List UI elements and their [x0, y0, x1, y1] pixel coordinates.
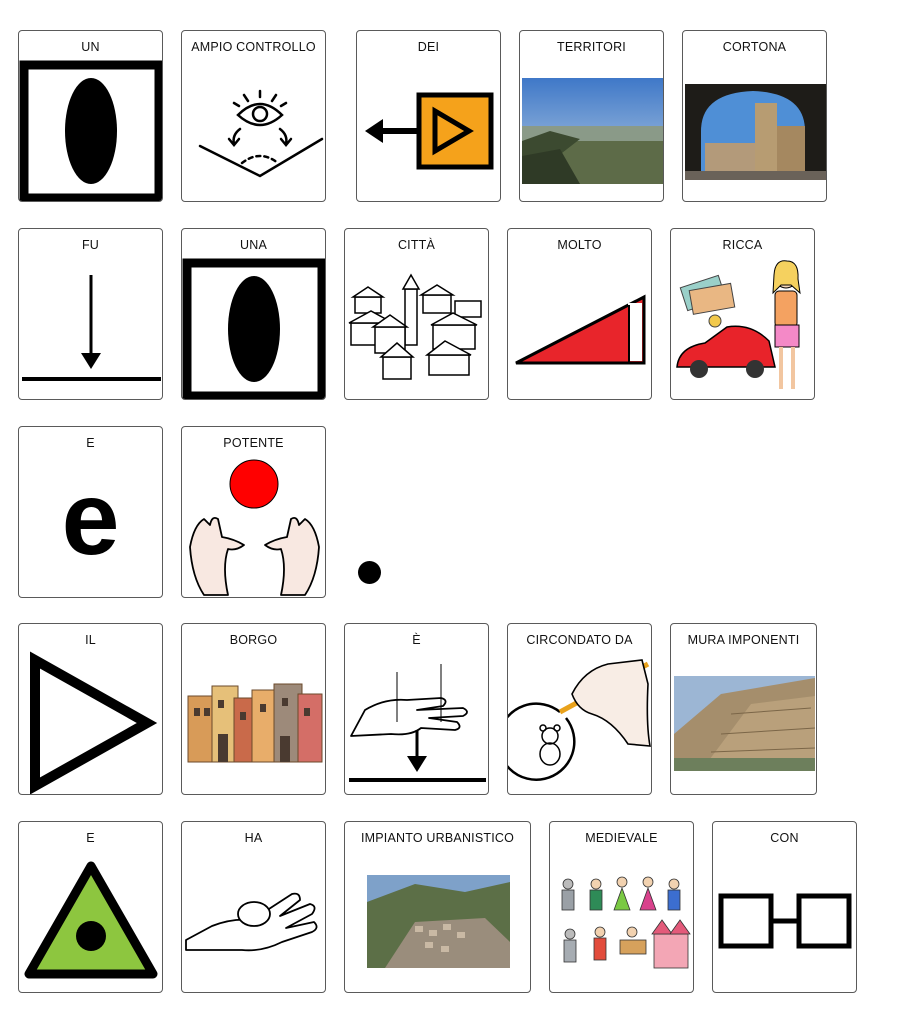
quantity-wedge-icon — [508, 229, 652, 400]
symbol-card-ricca[interactable] — [670, 228, 815, 400]
card-label: IMPIANTO URBANISTICO — [360, 831, 515, 845]
landscape-photo — [520, 31, 664, 202]
card-label: IL — [85, 633, 96, 647]
cortona-photo — [683, 31, 827, 202]
symbol-card-ampio-controllo[interactable] — [181, 30, 326, 202]
past-arrow-icon — [19, 229, 163, 400]
symbol-card-citta[interactable] — [344, 228, 489, 400]
stone-wall-photo — [671, 624, 817, 795]
linked-squares-icon — [713, 822, 857, 993]
symbol-card-dei[interactable] — [356, 30, 501, 202]
triangle-outline-icon — [19, 624, 163, 795]
aerial-town-photo — [345, 822, 531, 993]
symbol-card-ha[interactable] — [181, 821, 326, 993]
preposition-arrow-icon — [357, 31, 501, 202]
hand-pencil-circle-icon — [508, 624, 652, 795]
card-label: MEDIEVALE — [585, 831, 658, 845]
card-label: MURA IMPONENTI — [687, 633, 800, 647]
card-label: E — [86, 436, 95, 450]
symbol-card-circondato-da[interactable] — [507, 623, 652, 795]
rich-woman-car-icon — [671, 229, 815, 400]
card-label: UNA — [240, 238, 267, 252]
symbol-card-molto[interactable] — [507, 228, 652, 400]
symbol-card-e-accent[interactable] — [344, 623, 489, 795]
symbol-card-il[interactable] — [18, 623, 163, 795]
card-label: BORGO — [229, 633, 278, 647]
symbol-card-una[interactable] — [181, 228, 326, 400]
medieval-characters-icon — [550, 822, 694, 993]
hand-down-arrow-icon — [345, 624, 489, 795]
card-label: DEI — [417, 40, 440, 54]
symbol-card-fu[interactable] — [18, 228, 163, 400]
card-label: POTENTE — [223, 436, 284, 450]
symbol-card-medievale[interactable] — [549, 821, 694, 993]
green-triangle-icon — [19, 822, 163, 993]
card-label: E — [86, 831, 95, 845]
symbol-card-territori[interactable] — [519, 30, 664, 202]
card-label: MOLTO — [557, 238, 602, 252]
card-label: UN — [81, 40, 100, 54]
symbol-card-mura-imponenti[interactable] — [670, 623, 817, 795]
eye-control-icon — [182, 31, 326, 202]
card-label: AMPIO CONTROLLO — [191, 40, 316, 54]
symbol-card-potente[interactable] — [181, 426, 326, 598]
card-label: CORTONA — [722, 40, 787, 54]
card-label: HA — [244, 831, 263, 845]
card-label: CITTÀ — [397, 238, 436, 252]
symbol-card-e[interactable] — [18, 426, 163, 598]
symbol-card-e-conjunction[interactable] — [18, 821, 163, 993]
city-drawing-icon — [345, 229, 489, 400]
card-label: CIRCONDATO DA — [526, 633, 633, 647]
article-oval-icon — [19, 31, 163, 202]
sentence-period-dot — [358, 561, 381, 584]
card-label: È — [412, 633, 421, 647]
symbol-card-cortona[interactable] — [682, 30, 827, 202]
hands-red-ball-icon — [182, 427, 326, 598]
open-hand-ball-icon — [182, 822, 326, 993]
card-label: FU — [81, 238, 100, 252]
card-label: CON — [770, 831, 799, 845]
letter-e-icon: e — [61, 461, 120, 577]
symbol-card-borgo[interactable] — [181, 623, 326, 795]
symbol-card-impianto-urbanistico[interactable] — [344, 821, 531, 993]
article-oval-icon — [182, 229, 326, 400]
symbol-card-con[interactable] — [712, 821, 857, 993]
card-label: TERRITORI — [557, 40, 626, 54]
village-houses-icon — [182, 624, 326, 795]
card-label: RICCA — [722, 238, 763, 252]
symbol-card-un[interactable] — [18, 30, 163, 202]
